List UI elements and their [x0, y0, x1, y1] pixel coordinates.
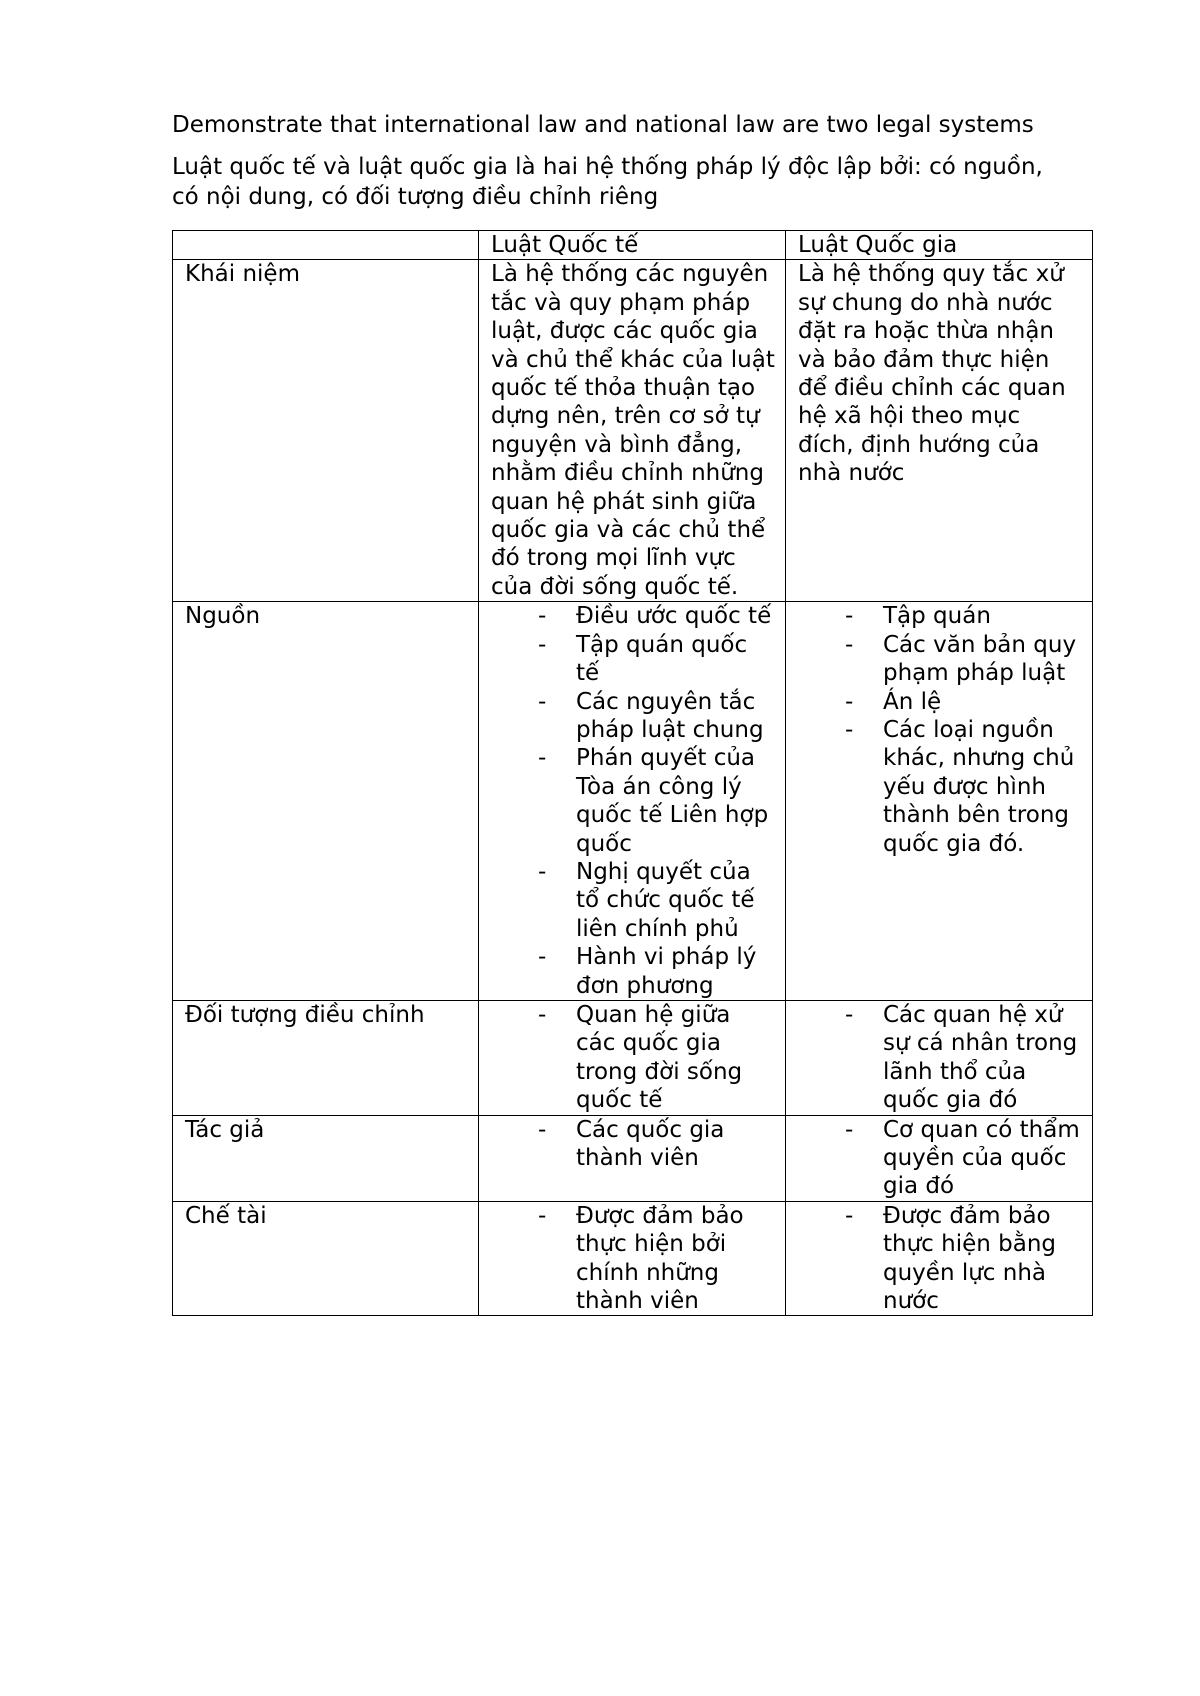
author-natl-cell	[786, 1115, 1093, 1201]
regulated-natl-list	[798, 1001, 1082, 1115]
sanction-natl-cell	[786, 1201, 1093, 1316]
sources-intl-list	[491, 602, 775, 1000]
list-item: - Phán quyết của Tòa án công lý quốc tế Liên hợp quốc	[576, 744, 775, 858]
table-row-sanction	[173, 1201, 1093, 1316]
document-heading: Demonstrate that international law and national law are two legal systems	[172, 112, 1034, 138]
list-item: - Quan hệ giữa các quốc gia trong đời sống quốc tế	[576, 1001, 775, 1115]
author-intl-cell	[479, 1115, 786, 1201]
list-item: - Các văn bản quy phạm pháp luật	[883, 631, 1082, 688]
list-item: - Điều ước quốc tế	[576, 602, 775, 630]
list-item: - Được đảm bảo thực hiện bởi chính những thành viên	[576, 1202, 775, 1316]
author-natl-list	[798, 1116, 1082, 1201]
table-row-concept	[173, 260, 1093, 602]
regulated-intl-list	[491, 1001, 775, 1115]
regulated-natl-cell	[786, 1000, 1093, 1115]
list-item: - Cơ quan có thẩm quyền của quốc gia đó	[883, 1116, 1082, 1201]
list-item: - Các quốc gia thành viên	[576, 1116, 775, 1173]
author-intl-list	[491, 1116, 775, 1173]
sources-natl-list	[798, 602, 1082, 858]
header-cell-intl-law: Luật Quốc tế	[479, 231, 786, 260]
list-item: - Các nguyên tắc pháp luật chung	[576, 688, 775, 745]
sanction-intl-cell	[479, 1201, 786, 1316]
row-label-author: Tác giả	[173, 1115, 479, 1201]
concept-natl-cell: Là hệ thống quy tắc xử sự chung do nhà nước đặt ra hoặc thừa nhận và bảo đảm thực hiện để điều chỉnh các quan hệ xã hội theo mục đích, định hướng của nhà nước	[786, 260, 1093, 602]
list-item: - Các quan hệ xử sự cá nhân trong lãnh thổ của quốc gia đó	[883, 1001, 1082, 1115]
header-cell-national-law: Luật Quốc gia	[786, 231, 1093, 260]
document-page	[172, 110, 1092, 1316]
table-header-row	[173, 231, 1093, 260]
list-item: - Nghị quyết của tổ chức quốc tế liên chính phủ	[576, 858, 775, 943]
sources-intl-cell	[479, 602, 786, 1001]
regulated-intl-cell	[479, 1000, 786, 1115]
header-cell-empty	[173, 231, 479, 260]
table-row-author	[173, 1115, 1093, 1201]
table-row-sources	[173, 602, 1093, 1001]
row-label-sanction: Chế tài	[173, 1201, 479, 1316]
sources-natl-cell	[786, 602, 1093, 1001]
sanction-natl-list	[798, 1202, 1082, 1316]
list-item: - Tập quán quốc tế	[576, 631, 775, 688]
table-row-regulated-subject	[173, 1000, 1093, 1115]
list-item: - Các loại nguồn khác, nhưng chủ yếu được hình thành bên trong quốc gia đó.	[883, 716, 1082, 858]
list-item: - Án lệ	[883, 688, 1082, 716]
row-label-concept: Khái niệm	[173, 260, 479, 602]
intro-paragraph: Luật quốc tế và luật quốc gia là hai hệ thống pháp lý độc lập bởi: có nguồn, có nội dung, có đối tượng điều chỉnh riêng	[172, 154, 1043, 210]
comparison-table	[172, 230, 1093, 1316]
concept-intl-cell: Là hệ thống các nguyên tắc và quy phạm pháp luật, được các quốc gia và chủ thể khác của luật quốc tế thỏa thuận tạo dựng nên, trên cơ sở tự nguyện và bình đẳng, nhằm điều chỉnh những quan hệ phát sinh giữa quốc gia và các chủ thể đó trong mọi lĩnh vực của đời sống quốc tế.	[479, 260, 786, 602]
row-label-sources: Nguồn	[173, 602, 479, 1001]
list-item: - Hành vi pháp lý đơn phương	[576, 943, 775, 1000]
sanction-intl-list	[491, 1202, 775, 1316]
list-item: - Được đảm bảo thực hiện bằng quyền lực nhà nước	[883, 1202, 1082, 1316]
list-item: - Tập quán	[883, 602, 1082, 630]
row-label-regulated-subject: Đối tượng điều chỉnh	[173, 1000, 479, 1115]
